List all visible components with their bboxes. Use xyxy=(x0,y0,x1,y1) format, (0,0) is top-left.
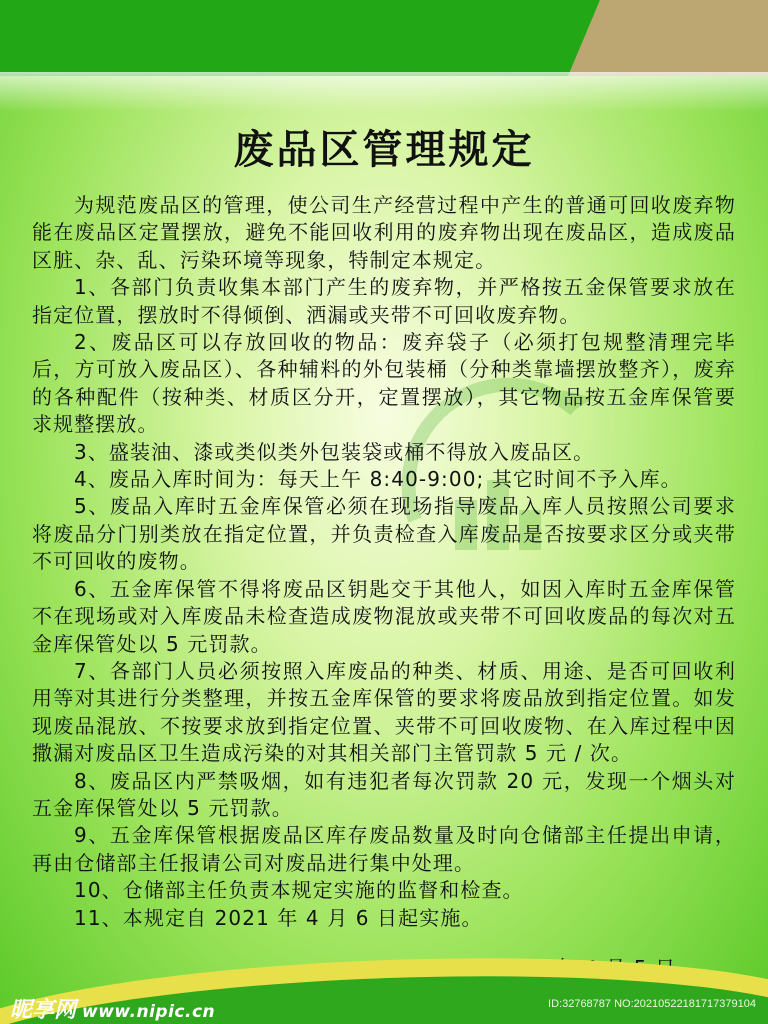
intro-paragraph: 为规范废品区的管理，使公司生产经营过程中产生的普通可回收废弃物能在废品区定置摆放，避免不能回收利用的废弃物出现在废品区，造成废品区脏、杂、乱、污染环境等现象，特制定本规定。 xyxy=(32,193,736,272)
rule-7: 7、各部门人员必须按照入库废品的种类、材质、用途、是否可回收利用等对其进行分类整理，并按五金库保管的要求将废品放到指定位置。如发现废品混放、不按要求放到指定位置、夹带不可回收废物、在入库过程中因撒漏对废品区卫生造成污染的对其相关部门主管罚款 5 元 / 次。 xyxy=(32,658,736,766)
rule-2: 2、废品区可以存放回收的物品：废弃袋子（必须打包规整清理完毕后，方可放入废品区）、各种辅料的外包装桶（分种类靠墙摆放整齐），废弃的各种配件（按种类、材质区分开，定置摆放），其它物品按五金库保管要求规整摆放。 xyxy=(32,330,736,437)
image-id-label: ID:32768787 NO:20210522181717379104 xyxy=(548,998,756,1010)
rule-4: 4、废品入库时间为：每天上午 8:40-9:00; 其它时间不予入库。 xyxy=(74,467,682,492)
site-logo-name: 昵享网 xyxy=(10,998,77,1023)
rule-9: 9、五金库保管根据废品区库存废品数量及时向仓储部主任提出申请，再由仓储部主任报请公司对废品进行集中处理。 xyxy=(32,823,736,875)
page-title: 废品区管理规定 xyxy=(233,127,535,173)
rule-1: 1、各部门负责收集本部门产生的废弃物，并严格按五金保管要求放在指定位置，摆放时不得倾倒、洒漏或夹带不可回收废弃物。 xyxy=(32,275,736,327)
top-band-green xyxy=(0,0,600,76)
site-url: www.nipic.cn xyxy=(82,1002,216,1022)
rule-6: 6、五金库保管不得将废品区钥匙交于其他人，如因入库时五金库保管不在现场或对入库废品未检查造成废物混放或夹带不可回收废品的每次对五金库保管处以 5 元罚款。 xyxy=(32,576,736,656)
rule-3: 3、盛装油、漆或类似类外包装袋或桶不得放入废品区。 xyxy=(74,439,595,464)
site-logo xyxy=(10,993,215,1024)
rule-5: 5、废品入库时五金库保管必须在现场指导废品入库人员按照公司要求将废品分门别类放在指定位置，并负责检查入库废品是否按要求区分或夹带不可回收的废物。 xyxy=(32,494,736,574)
rule-10: 10、仓储部主任负责本规定实施的监督和检查。 xyxy=(74,878,524,903)
regulation-body xyxy=(32,192,736,932)
rule-11: 11、本规定自 2021 年 4 月 6 日起实施。 xyxy=(74,905,483,930)
top-band-tan xyxy=(568,0,768,76)
top-highlight xyxy=(0,72,768,112)
rule-8: 8、废品区内严禁吸烟，如有违犯者每次罚款 20 元，发现一个烟头对五金库保管处以 5 元罚款。 xyxy=(32,768,736,820)
